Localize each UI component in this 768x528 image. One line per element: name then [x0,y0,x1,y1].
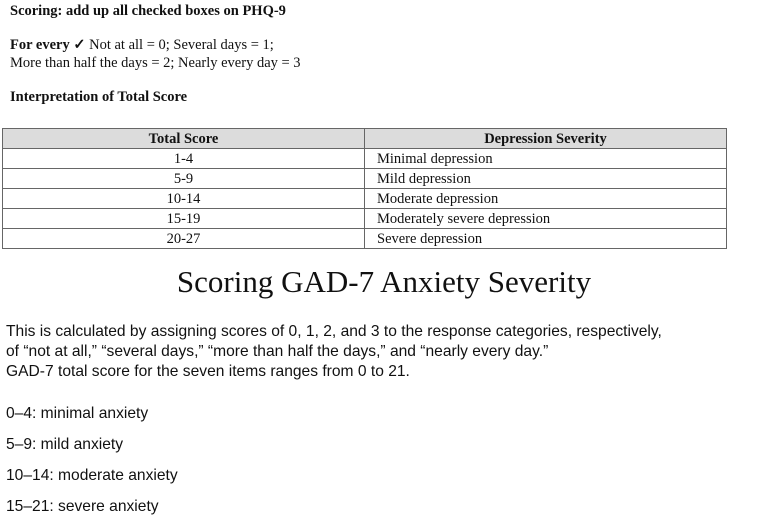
severity-cell: Minimal depression [365,149,727,169]
phq-scoring-rule-line-2: More than half the days = 2; Nearly every day = 3 [10,55,301,71]
table-row [3,229,727,249]
gad-title: Scoring GAD-7 Anxiety Severity [176,264,592,299]
header-total-score: Total Score [3,129,365,149]
severity-cell: Moderately severe depression [365,209,727,229]
severity-level-item: 10–14: moderate anxiety [6,467,178,484]
severity-cell: Mild depression [365,169,727,189]
severity-cell: Severe depression [365,229,727,249]
severity-level-item: 0–4: minimal anxiety [6,405,149,422]
severity-level-item: 5–9: mild anxiety [6,436,124,453]
interpretation-heading: Interpretation of Total Score [10,89,188,105]
phq-scoring-rule-line-1 [10,37,274,54]
rule-line-1-text: Not at all = 0; Several days = 1; [85,37,274,53]
score-cell: 15-19 [3,209,365,229]
score-cell: 5-9 [3,169,365,189]
gad-severity-levels [6,404,178,528]
phq-score-table [2,128,727,249]
score-cell: 10-14 [3,189,365,209]
table-header-row [3,129,727,149]
gad-description-line: GAD-7 total score for the seven items ranges from 0 to 21. [6,363,410,380]
score-cell: 1-4 [3,149,365,169]
gad-description-line: This is calculated by assigning scores of 0, 1, 2, and 3 to the response categories, respectively, [6,323,662,340]
gad-description-line: of “not at all,” “several days,” “more than half the days,” and “nearly every day.” [6,343,549,360]
gad-description [6,322,766,382]
table-row [3,149,727,169]
table-row [3,169,727,189]
severity-cell: Moderate depression [365,189,727,209]
header-depression-severity: Depression Severity [365,129,727,149]
score-cell: 20-27 [3,229,365,249]
for-every-check-label: For every ✓ [10,37,86,53]
phq-scoring-title: Scoring: add up all checked boxes on PHQ-9 [10,3,286,19]
table-row [3,209,727,229]
table-row [3,189,727,209]
severity-level-item: 15–21: severe anxiety [6,498,159,515]
